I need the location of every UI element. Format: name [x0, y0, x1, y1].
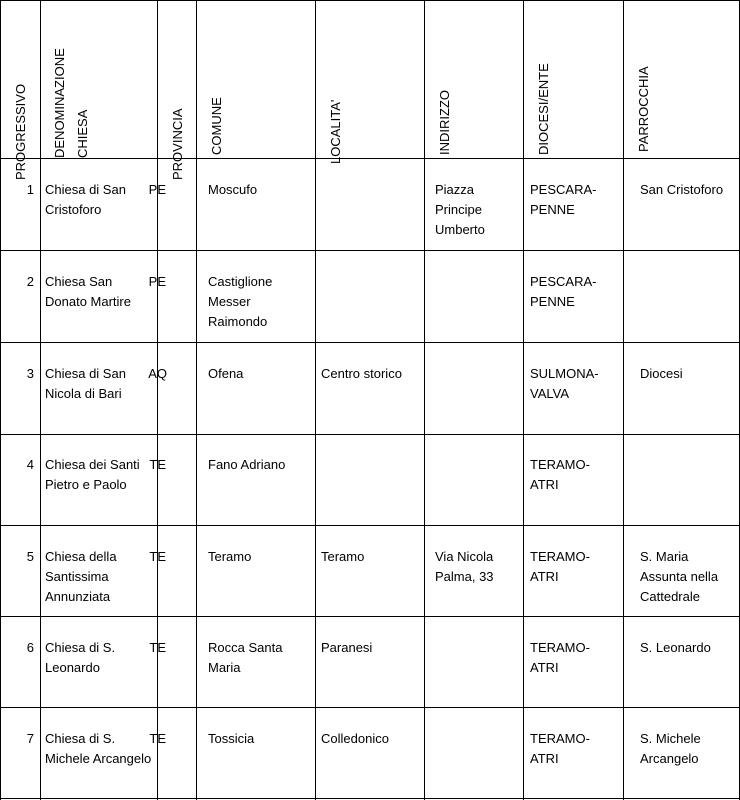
- row-1-diocesi: PESCARA- PENNE: [530, 182, 597, 217]
- header-provincia: [158, 0, 196, 180]
- row-1-provincia: PE: [148, 182, 166, 197]
- row-1-indirizzo: Piazza Principe Umberto: [435, 182, 485, 237]
- row-3-chiesa: Chiesa di San Nicola di Bari: [45, 366, 126, 401]
- row-1-comune: Moscufo: [208, 182, 258, 197]
- header-progressivo-label: PROGRESSIVO: [13, 83, 28, 180]
- row-5-diocesi: TERAMO- ATRI: [530, 549, 590, 584]
- header-diocesi-label: DIOCESI/ENTE: [536, 63, 551, 155]
- header-progressivo: [1, 0, 40, 180]
- row-3-diocesi: SULMONA- VALVA: [530, 366, 599, 401]
- row-1-parrocchia: San Cristoforo: [640, 182, 724, 197]
- row-5-chiesa: Chiesa della Santissima Annunziata: [45, 549, 117, 604]
- header-comune: [197, 0, 315, 158]
- row-1-chiesa: Chiesa di San Cristoforo: [45, 182, 126, 217]
- row-5-localita: Teramo: [321, 549, 365, 564]
- row-4-provincia: TE: [149, 457, 166, 472]
- row-3-localita: Centro storico: [321, 366, 402, 381]
- row-6-chiesa: Chiesa di S. Leonardo: [45, 640, 116, 675]
- row-7-number: 7: [26, 731, 34, 746]
- header-denominazione-label-1: DENOMINAZIONE: [52, 48, 67, 158]
- header-parrocchia: [624, 0, 739, 158]
- row-7-comune: Tossicia: [208, 731, 255, 746]
- row-4-diocesi: TERAMO- ATRI: [530, 457, 590, 492]
- row-3-comune: Ofena: [208, 366, 244, 381]
- row-4-number: 4: [26, 457, 34, 472]
- row-7-chiesa: Chiesa di S. Michele Arcangelo: [45, 731, 152, 766]
- row-3-number: 3: [26, 366, 34, 381]
- header-diocesi: [524, 0, 623, 158]
- row-5-number: 5: [26, 549, 34, 564]
- header-denominazione: [41, 0, 157, 158]
- header-indirizzo-label: INDIRIZZO: [437, 90, 452, 155]
- row-6-comune: Rocca Santa Maria: [208, 640, 283, 675]
- row-6-number: 6: [26, 640, 34, 655]
- row-5-provincia: TE: [149, 549, 166, 564]
- row-2-number: 2: [26, 274, 34, 289]
- row-2-comune: Castiglione Messer Raimondo: [208, 274, 273, 329]
- row-4-comune: Fano Adriano: [208, 457, 286, 472]
- row-6-diocesi: TERAMO- ATRI: [530, 640, 590, 675]
- row-6-provincia: TE: [149, 640, 166, 655]
- row-7-parrocchia: S. Michele Arcangelo: [640, 731, 701, 766]
- row-3-provincia: AQ: [148, 366, 167, 381]
- row-2-provincia: PE: [148, 274, 166, 289]
- row-7-diocesi: TERAMO- ATRI: [530, 731, 590, 766]
- header-localita-label: LOCALITA': [328, 99, 343, 164]
- row-5-indirizzo: Via Nicola Palma, 33: [435, 549, 494, 584]
- row-7-localita: Colledonico: [321, 731, 389, 746]
- header-localita: [316, 0, 424, 164]
- header-comune-label: COMUNE: [209, 97, 224, 155]
- row-6-localita: Paranesi: [321, 640, 373, 655]
- row-2-diocesi: PESCARA- PENNE: [530, 274, 597, 309]
- header-denominazione-label-2: CHIESA: [75, 109, 90, 158]
- row-5-parrocchia: S. Maria Assunta nella Cattedrale: [640, 549, 719, 604]
- header-indirizzo: [425, 0, 523, 158]
- row-3-parrocchia: Diocesi: [640, 366, 683, 381]
- row-6-parrocchia: S. Leonardo: [640, 640, 711, 655]
- header-parrocchia-label: PARROCCHIA: [636, 66, 651, 152]
- row-2-chiesa: Chiesa San Donato Martire: [45, 274, 131, 309]
- row-7-provincia: TE: [149, 731, 166, 746]
- row-5-comune: Teramo: [208, 549, 252, 564]
- row-1-number: 1: [26, 182, 34, 197]
- row-4-chiesa: Chiesa dei Santi Pietro e Paolo: [45, 457, 140, 492]
- header-provincia-label: PROVINCIA: [170, 108, 185, 180]
